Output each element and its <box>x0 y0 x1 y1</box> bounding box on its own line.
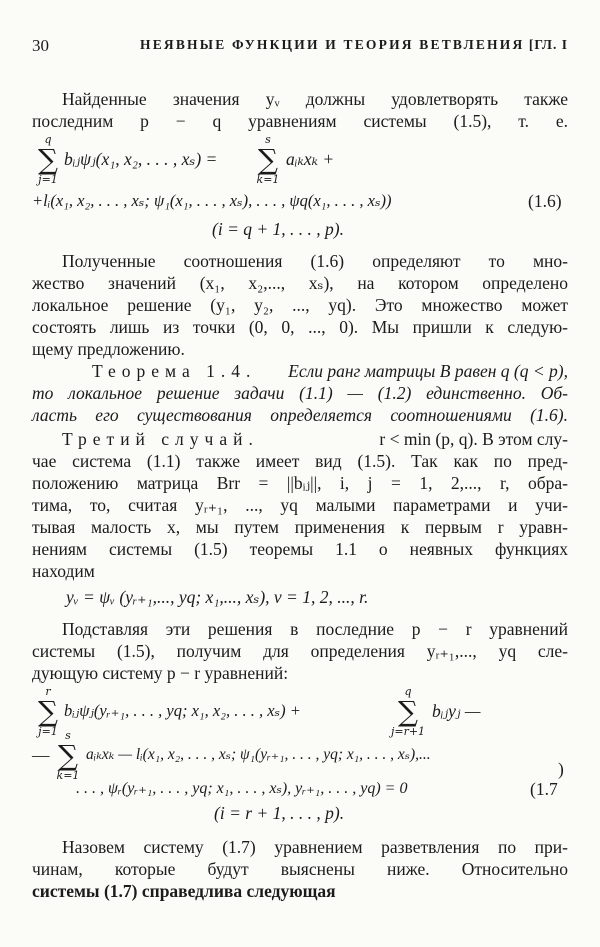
sum-symbol: q ∑ j=1 <box>38 133 58 186</box>
theorem-text: Если ранг матрицы B равен q (q < p), <box>288 361 568 381</box>
paragraph-line: тывая малость x, мы путем применения к первым r уравн- <box>32 517 568 537</box>
intro-line-1: Найденные значения yᵥ должны удовлетворять также <box>62 89 568 109</box>
sum-symbol: r ∑ j=1 <box>38 685 58 738</box>
case-line-1 <box>32 428 568 450</box>
paragraph-line: положению матрица Brr = ||bᵢⱼ||, i, j = 1, 2,..., r, обра- <box>32 473 568 493</box>
paragraph-line: Полученные соотношения (1.6) определяют то мно- <box>62 251 568 271</box>
running-title: НЕЯВНЫЕ ФУНКЦИИ И ТЕОРИЯ ВЕТВЛЕНИЯ <box>140 37 525 52</box>
paragraph-line: нениям системы (1.5) теоремы 1.1 о неявных функциях <box>32 539 568 559</box>
paragraph-line: чае система (1.1) также имеет вид (1.5). Так как по пред- <box>32 451 568 471</box>
paragraph-line: дующую систему p − r уравнений: <box>32 663 289 683</box>
sum-symbol: s ∑ k=1 <box>56 729 80 782</box>
eq16-row1-right: aᵢₖxₖ + <box>286 149 335 169</box>
eq17-row1-left: bᵢⱼψⱼ(yᵣ₊₁, . . . , yq; x₁, x₂, . . . , xₛ) + <box>64 701 301 720</box>
theorem-label: Теорема 1.4. <box>92 361 257 381</box>
paragraph-line: тима, то, считая yᵣ₊₁, ..., yq малыми параметрами и учи- <box>32 495 568 515</box>
running-header <box>32 36 568 60</box>
paragraph-line: жество значений (x₁, x₂,..., xₛ), на котором определено <box>32 273 568 293</box>
paragraph-line: Подставляя эти решения в последние p − r уравнений <box>62 619 568 639</box>
paragraph-line: системы (1.5), получим для определения yᵣ₊₁,..., yq сле- <box>32 641 568 661</box>
equation-number: (1.6) <box>528 191 562 211</box>
paragraph-line: Назовем систему (1.7) уравнением разветвления по при- <box>62 837 568 857</box>
sum-symbol: q ∑ j=r+1 <box>390 685 426 738</box>
case-label: Третий случай. <box>62 429 259 449</box>
paragraph-line: состоять лишь из точки (0, 0, ..., 0). Мы пришли к следую- <box>32 317 568 337</box>
paragraph-line: щему предложению. <box>32 339 185 359</box>
theorem-line-3: ласть его существования определяется соотношениями (1.6). <box>32 405 568 425</box>
eq17-minus: — <box>32 745 50 765</box>
paragraph-line: системы (1.7) справедлива следующая <box>32 881 336 901</box>
psi-equation: yᵥ = ψᵥ (yᵣ₊₁,..., yq; x₁,..., xₛ), ν = 1, 2, ..., r. <box>66 587 369 607</box>
paragraph-line: локальное решение (y₁, y₂, ..., yq). Это множество может <box>32 295 568 315</box>
paragraph-line: находим <box>32 561 95 581</box>
eq17-row1-right: bᵢⱼyⱼ — <box>432 701 481 721</box>
eq16-row2: +lᵢ(x₁, x₂, . . . , xₛ; ψ₁(x₁, . . . , xₛ), . . . , ψq(x₁, . . . , xₛ)) <box>32 191 392 210</box>
eq17-row4: (i = r + 1, . . . , p). <box>214 803 345 823</box>
eq16-row1-left: bᵢⱼψⱼ(x₁, x₂, . . . , xₛ) = <box>64 149 218 169</box>
paragraph-line: чинам, которые будут выяснены ниже. Относительно <box>32 859 568 879</box>
eq16-row3: (i = q + 1, . . . , p). <box>212 219 345 239</box>
intro-line-2: последним p − q уравнениям системы (1.5), т. е. <box>32 111 568 131</box>
page-number: 30 <box>32 36 49 55</box>
equation-number: (1.7 <box>530 779 558 799</box>
eq17-row3: . . . , ψᵣ(yᵣ₊₁, . . . , yq; x₁, . . . , xₛ), yᵣ₊₁, . . . , yq) = 0 <box>76 780 408 797</box>
equation-paren: ) <box>558 759 564 779</box>
theorem-line-2: то локальное решение задачи (1.1) — (1.2) единственно. Об- <box>32 383 568 403</box>
eq17-row2: aᵢₖxₖ — lᵢ(x₁, x₂, . . . , xₛ; ψ₁(yᵣ₊₁, . . . , yq; x₁, . . . , xₛ),... <box>86 746 431 763</box>
chapter-label: [ГЛ. I <box>528 37 568 52</box>
sum-symbol: s ∑ k=1 <box>256 133 280 186</box>
case-text: r < min (p, q). В этом слу- <box>379 429 568 449</box>
theorem-line-1 <box>32 360 568 382</box>
